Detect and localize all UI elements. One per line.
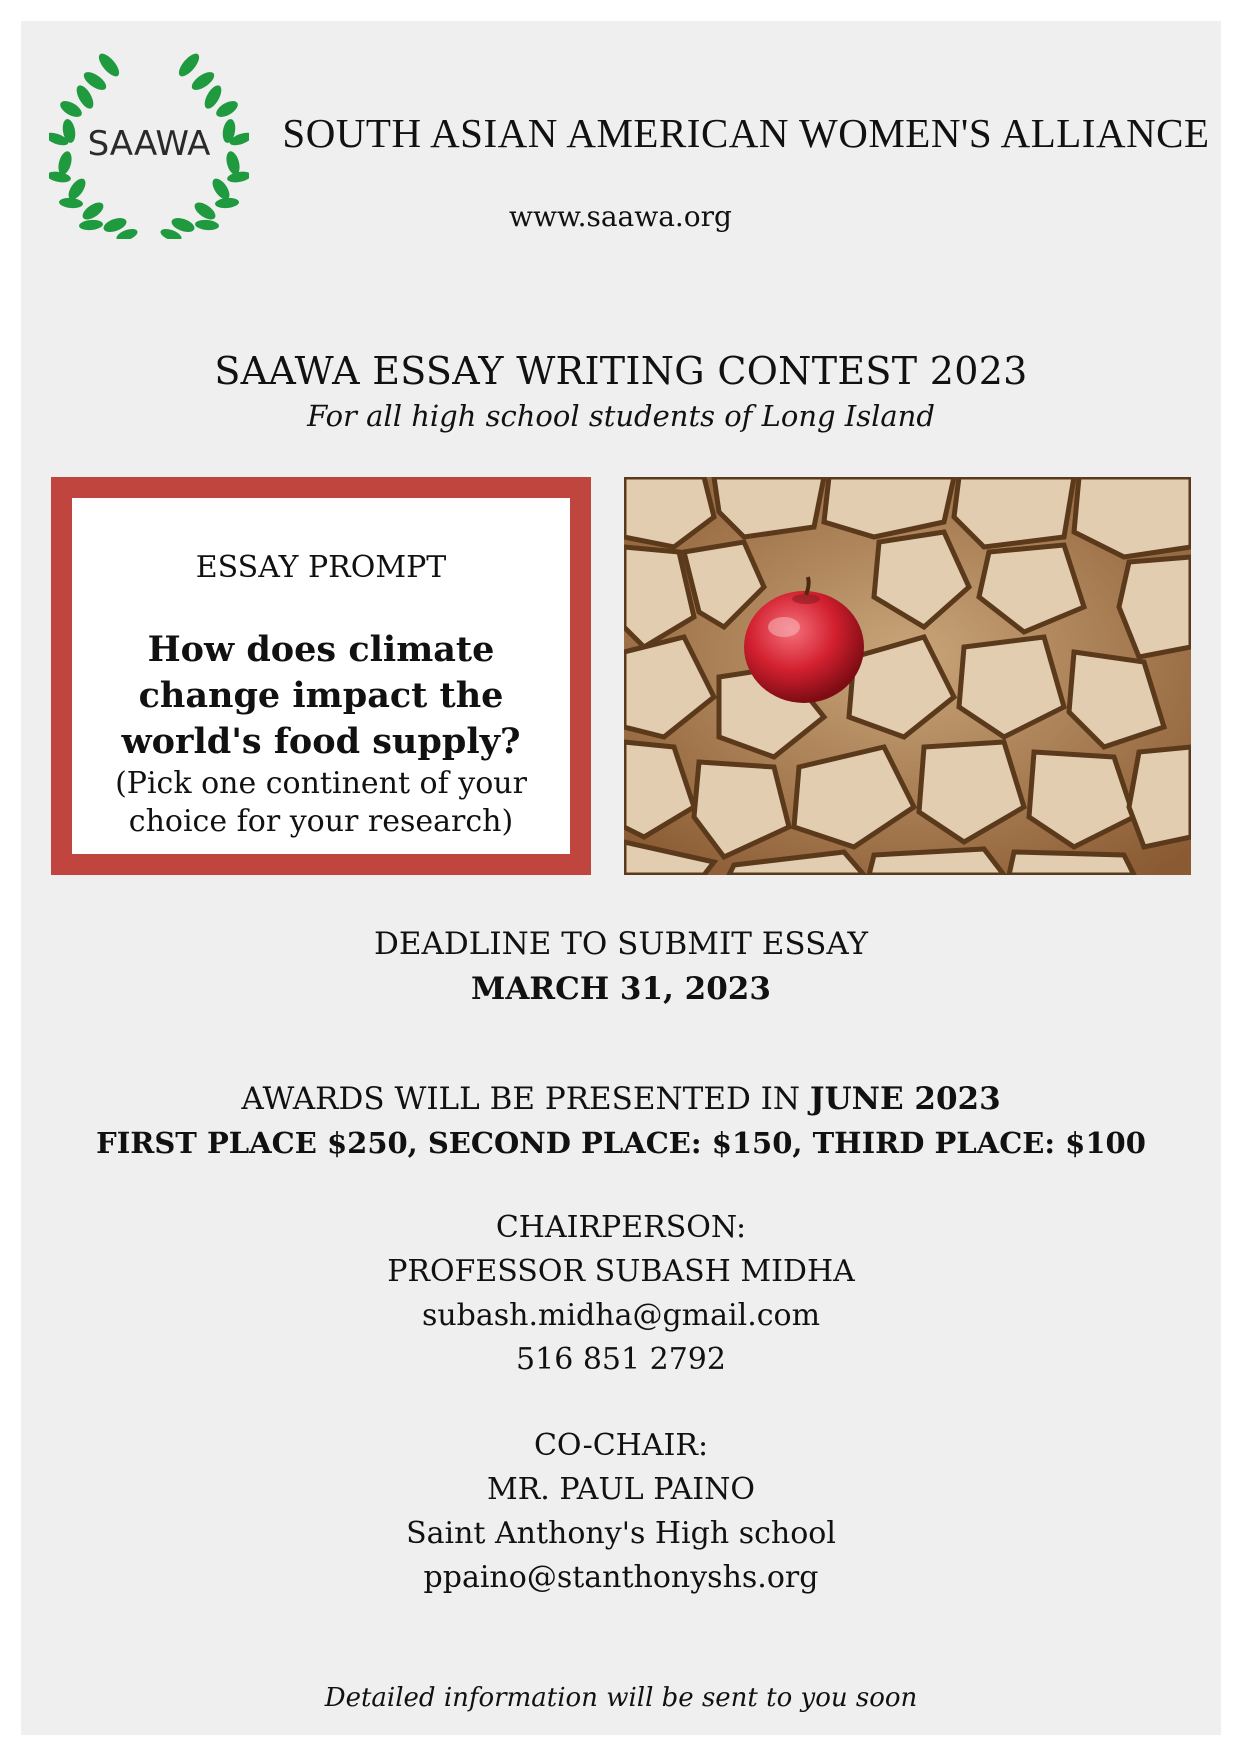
prize-amounts: FIRST PLACE $250, SECOND PLACE: $150, THIRD PLACE: $100 xyxy=(96,1126,1146,1160)
footer-note: Detailed information will be sent to you soon xyxy=(324,1683,918,1713)
organization-name: SOUTH ASIAN AMERICAN WOMEN'S ALLIANCE xyxy=(282,110,1210,156)
contest-title: SAAWA ESSAY WRITING CONTEST 2023 xyxy=(214,349,1028,393)
cochair-role: CO-CHAIR: xyxy=(533,1428,709,1463)
awards-line xyxy=(21,1081,1221,1117)
website-url: www.saawa.org xyxy=(509,200,732,233)
prompt-question: How does climate change impact the world's food supply? xyxy=(121,629,521,762)
awards-prefix: AWARDS WILL BE PRESENTED IN xyxy=(241,1081,801,1117)
cochair-email: ppaino@stanthonyshs.org xyxy=(423,1560,819,1595)
cochair-block xyxy=(21,1424,1221,1600)
essay-prompt-box xyxy=(51,477,591,875)
chair-email: subash.midha@gmail.com xyxy=(421,1298,821,1333)
prompt-note: (Pick one continent of your choice for your research) xyxy=(115,766,527,839)
deadline-label: DEADLINE TO SUBMIT ESSAY xyxy=(374,926,868,962)
cochair-name: MR. PAUL PAINO xyxy=(486,1472,755,1507)
chair-phone: 516 851 2792 xyxy=(516,1342,726,1377)
chairperson-block xyxy=(21,1206,1221,1382)
chair-role: CHAIRPERSON: xyxy=(495,1210,747,1245)
cochair-school: Saint Anthony's High school xyxy=(406,1516,836,1551)
chair-name: PROFESSOR SUBASH MIDHA xyxy=(387,1254,855,1289)
flyer-page xyxy=(21,21,1221,1735)
deadline-date: MARCH 31, 2023 xyxy=(471,971,771,1007)
logo-text: SAAWA xyxy=(87,124,211,164)
apple-on-cracked-earth-image xyxy=(624,477,1191,875)
awards-month: JUNE 2023 xyxy=(809,1081,1001,1117)
prompt-label: ESSAY PROMPT xyxy=(195,550,447,585)
contest-subtitle: For all high school students of Long Island xyxy=(307,399,935,433)
